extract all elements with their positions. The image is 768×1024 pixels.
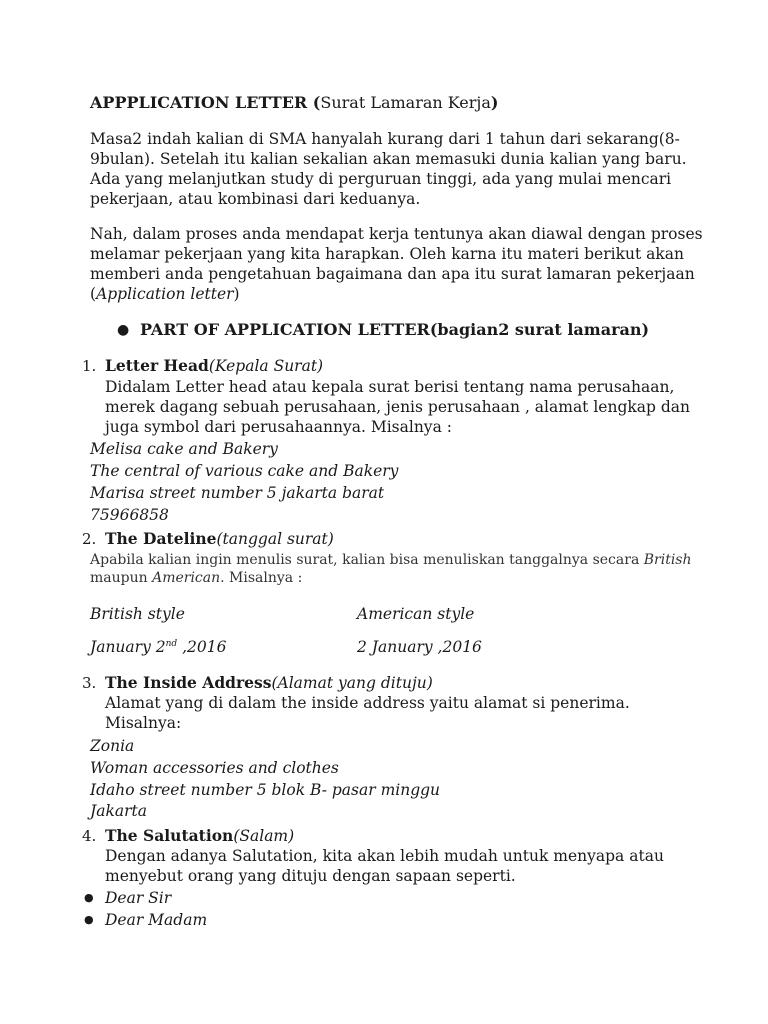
- example-line: Melisa cake and Bakery: [90, 440, 278, 458]
- title-close: ): [490, 93, 499, 112]
- part-desc-line: Misalnya:: [105, 714, 182, 732]
- part-title: The Inside Address: [105, 673, 272, 692]
- bullet-icon: ●: [84, 913, 94, 926]
- example-line: Zonia: [90, 737, 135, 755]
- salutation-example: Dear Sir: [105, 889, 172, 907]
- salutation-example: Dear Madam: [105, 911, 208, 929]
- list-number: 4.: [82, 827, 97, 845]
- part-title-dateline: [105, 529, 334, 549]
- example-line: 75966858: [90, 506, 169, 524]
- part-subtitle: (Alamat yang dituju): [271, 674, 433, 692]
- part-desc-line: [90, 550, 692, 570]
- part-desc-line: menyebut orang yang dituju dengan sapaan seperti.: [105, 867, 516, 885]
- date-text: ,2016: [177, 638, 227, 656]
- document-title: [90, 93, 499, 113]
- part-desc-line: [90, 568, 302, 588]
- intro-p2-line: memberi anda pengetahuan bagaimana dan apa itu surat lamaran pekerjaan: [90, 265, 695, 283]
- part-title: The Salutation: [105, 826, 234, 845]
- part-title: Letter Head: [105, 356, 209, 375]
- desc-italic: American: [152, 570, 221, 586]
- part-title-letter-head: [105, 356, 323, 376]
- intro-p1-line: Ada yang melanjutkan study di perguruan tinggi, ada yang mulai mencari: [90, 170, 672, 188]
- intro-p2-line: melamar pekerjaan yang kita harapkan. Oleh karna itu materi berikut akan: [90, 245, 684, 263]
- british-style-label: British style: [90, 605, 185, 623]
- list-number: 3.: [82, 674, 97, 692]
- part-title: The Dateline: [105, 529, 217, 548]
- bullet-icon: ●: [117, 322, 130, 338]
- american-date: 2 January ,2016: [357, 638, 482, 656]
- example-line: Jakarta: [90, 802, 147, 820]
- title-bold: APPPLICATION LETTER (: [90, 93, 321, 112]
- intro-p1-line: 9bulan). Setelah itu kalian sekalian akan memasuki dunia kalian yang baru.: [90, 150, 687, 168]
- title-normal: Surat Lamaran Kerja: [320, 93, 491, 112]
- british-date: [90, 637, 227, 657]
- date-ordinal: nd: [165, 638, 178, 649]
- part-title-salutation: [105, 826, 294, 846]
- paren-close: ): [233, 285, 240, 303]
- paren-open: (: [90, 285, 97, 303]
- part-desc-line: Dengan adanya Salutation, kita akan lebih mudah untuk menyapa atau: [105, 847, 664, 865]
- intro-p2-line: Nah, dalam proses anda mendapat kerja tentunya akan diawal dengan proses: [90, 225, 703, 243]
- date-text: January 2: [90, 638, 166, 656]
- american-style-label: American style: [357, 605, 475, 623]
- desc-text: . Misalnya :: [220, 570, 303, 586]
- list-number: 1.: [82, 357, 97, 375]
- part-subtitle: (Kepala Surat): [208, 357, 324, 375]
- intro-p1-line: Masa2 indah kalian di SMA hanyalah kurang dari 1 tahun dari sekarang(8-: [90, 130, 680, 148]
- part-subtitle: (Salam): [233, 827, 295, 845]
- example-line: Idaho street number 5 blok B- pasar minggu: [90, 781, 441, 799]
- part-title-inside-address: [105, 673, 433, 693]
- example-line: Marisa street number 5 jakarta barat: [90, 484, 385, 502]
- intro-p2-line: [90, 284, 240, 304]
- example-line: Woman accessories and clothes: [90, 759, 339, 777]
- section-heading: PART OF APPLICATION LETTER(bagian2 surat lamaran): [140, 320, 650, 339]
- application-letter-term: Application letter: [96, 285, 234, 303]
- part-desc-line: Alamat yang di dalam the inside address yaitu alamat si penerima.: [105, 694, 630, 712]
- part-desc-line: Didalam Letter head atau kepala surat berisi tentang nama perusahaan,: [105, 378, 675, 396]
- list-number: 2.: [82, 530, 97, 548]
- example-line: The central of various cake and Bakery: [90, 462, 399, 480]
- part-subtitle: (tanggal surat): [216, 530, 334, 548]
- desc-italic: British: [643, 552, 692, 568]
- bullet-icon: ●: [84, 891, 94, 904]
- part-desc-line: merek dagang sebuah perusahaan, jenis perusahaan , alamat lengkap dan: [105, 398, 691, 416]
- desc-text: Apabila kalian ingin menulis surat, kalian bisa menuliskan tanggalnya secara: [90, 552, 644, 568]
- part-desc-line: juga symbol dari perusahaannya. Misalnya :: [105, 418, 452, 436]
- desc-text: maupun: [90, 570, 153, 586]
- intro-p1-line: pekerjaan, atau kombinasi dari keduanya.: [90, 190, 421, 208]
